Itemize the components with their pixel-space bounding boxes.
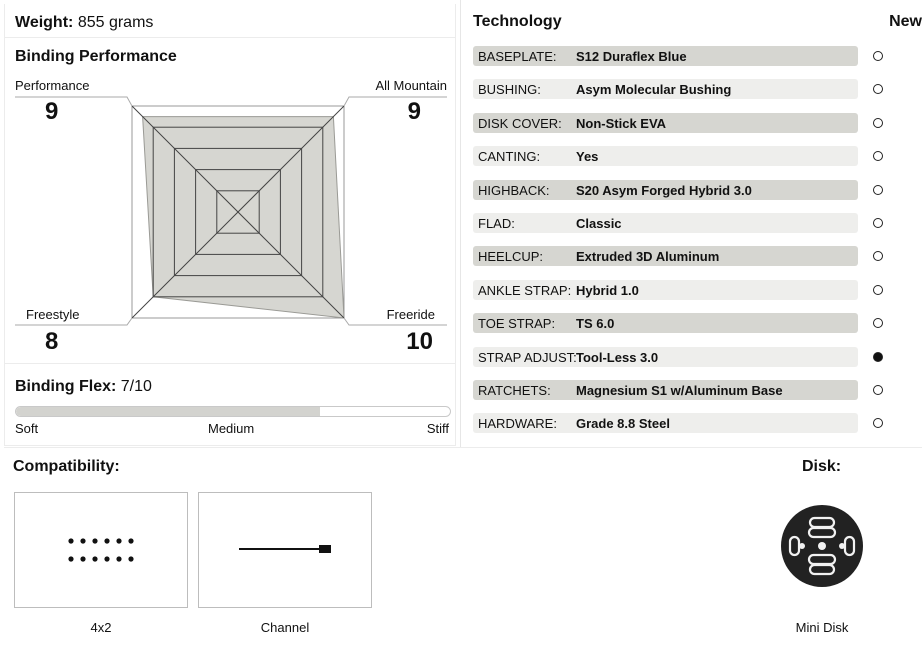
technology-value: Classic (576, 216, 622, 231)
radar-leader-line (15, 318, 132, 325)
all-mountain-value: 9 (407, 98, 421, 125)
flex-label: Binding Flex: (15, 378, 117, 395)
all-mountain-label: All Mountain (375, 78, 447, 93)
channel-icon (199, 493, 371, 607)
compatibility-title: Compatibility: (13, 458, 120, 475)
technology-value: Non-Stick EVA (576, 115, 667, 131)
new-column-header: New (889, 13, 922, 30)
technology-row (473, 347, 858, 367)
technology-key: CANTING: (478, 149, 541, 165)
weight-value: 855 grams (77, 14, 154, 31)
technology-row (473, 313, 858, 333)
freestyle-label: Freestyle (26, 307, 80, 322)
technology-key: HARDWARE: (478, 416, 557, 432)
radar-leader-line (344, 318, 447, 325)
technology-value: Grade 8.8 Steel (576, 416, 670, 432)
technology-row (473, 280, 858, 300)
performance-label: Performance (15, 78, 90, 93)
technology-key: RATCHETS: (478, 383, 551, 398)
technology-row (473, 246, 858, 266)
technology-row (473, 180, 858, 200)
new-indicator-empty-icon (873, 51, 883, 61)
performance-title: Binding Performance (15, 48, 177, 65)
technology-key: TOE STRAP: (478, 316, 556, 332)
technology-value: TS 6.0 (576, 316, 615, 332)
technology-row (473, 380, 858, 400)
technology-value: Yes (576, 149, 599, 165)
radar-leader-line (15, 97, 132, 106)
new-indicator-empty-icon (873, 118, 883, 128)
new-indicator-empty-icon (873, 251, 883, 261)
technology-key: STRAP ADJUST: (478, 349, 577, 365)
new-indicator-empty-icon (873, 318, 883, 328)
left-column (0, 0, 461, 447)
technology-key: BASEPLATE: (478, 49, 557, 64)
binding-performance-panel (4, 38, 456, 364)
new-indicator-empty-icon (873, 151, 883, 161)
new-indicator-empty-icon (873, 285, 883, 295)
technology-key: ANKLE STRAP: (478, 282, 572, 298)
flex-meter (15, 406, 451, 417)
4x2-label: 4x2 (90, 620, 112, 635)
technology-panel (461, 0, 922, 447)
technology-title: Technology (473, 13, 562, 30)
mini-disk-icon (780, 504, 864, 588)
technology-row (473, 46, 858, 66)
freestyle-value: 8 (45, 328, 59, 355)
technology-value: S20 Asym Forged Hybrid 3.0 (576, 182, 752, 198)
performance-value: 9 (45, 98, 59, 125)
new-indicator-empty-icon (873, 84, 883, 94)
radar-chart (5, 38, 457, 364)
technology-row (473, 213, 858, 233)
disk-title: Disk: (802, 458, 842, 475)
technology-row (473, 146, 858, 166)
4x2-pattern-card (14, 492, 188, 608)
flex-soft-label: Soft (15, 421, 39, 436)
technology-key: HIGHBACK: (478, 182, 550, 198)
technology-value: S12 Duraflex Blue (576, 49, 687, 64)
compatibility-section (4, 447, 922, 653)
technology-value: Hybrid 1.0 (576, 282, 639, 298)
new-indicator-empty-icon (873, 218, 883, 228)
technology-key: FLAD: (478, 216, 515, 231)
freeride-value: 10 (406, 328, 433, 355)
new-indicator-filled-icon (873, 352, 883, 362)
4x2-hole-pattern-icon (15, 493, 187, 607)
freeride-label: Freeride (386, 307, 435, 322)
technology-value: Extruded 3D Aluminum (576, 249, 720, 265)
weight-row (4, 4, 456, 38)
flex-meter-fill (16, 407, 320, 416)
technology-key: DISK COVER: (478, 115, 562, 131)
channel-label: Channel (260, 620, 310, 635)
technology-key: BUSHING: (478, 82, 541, 98)
mini-disk-label: Mini Disk (795, 620, 849, 635)
flex-value: 7/10 (120, 378, 152, 395)
channel-pattern-card (198, 492, 372, 608)
technology-row (473, 413, 858, 433)
weight-label: Weight: (15, 14, 74, 31)
binding-flex-panel (4, 364, 456, 446)
technology-value: Tool-Less 3.0 (576, 349, 659, 365)
new-indicator-empty-icon (873, 385, 883, 395)
technology-row (473, 79, 858, 99)
technology-row (473, 113, 858, 133)
radar-leader-line (344, 97, 447, 106)
new-indicator-empty-icon (873, 185, 883, 195)
new-indicator-empty-icon (873, 418, 883, 428)
flex-medium-label: Medium (208, 421, 255, 436)
technology-value: Asym Molecular Bushing (576, 82, 732, 98)
flex-stiff-label: Stiff (426, 421, 449, 436)
technology-value: Magnesium S1 w/Aluminum Base (576, 383, 783, 398)
technology-key: HEELCUP: (478, 249, 544, 265)
